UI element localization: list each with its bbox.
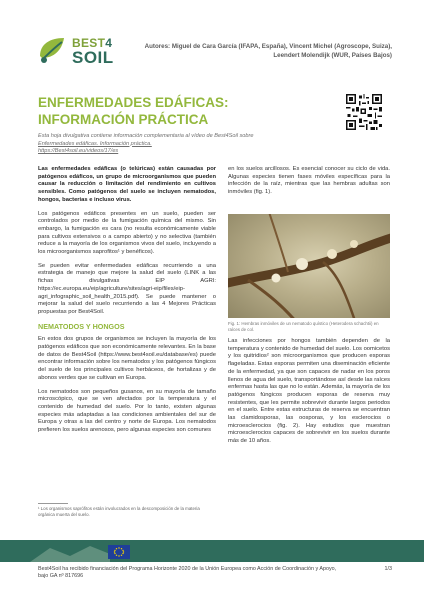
right-column-bottom: [228, 338, 390, 452]
footer-band: [0, 540, 424, 562]
intro-text: Esta hoja divulgativa contiene información complementaria al vídeo de Best4Soil sobre: [38, 133, 254, 139]
body-paragraph: Las infecciones por hongos también dependen de la temperatura y contenido de humedad del suelo. Los oomicetos y los quitridios² son microorganismos que producen esporas flageladas. Estas esporas permiten una diseminación eficiente de la enfermedad, ya que son capaces de nadar en los poros llenos de agua del suelo, transportándose así desde las raíces enfermas hasta las que no lo están. Además, la mayoría de los patógenos fúngicos producen esporas de reserva muy resistentes, que les permite sobrevivir durante largos periodos en el suelo. Entre estas estructuras de reserva se encuentran las clamidosporas, las oosporas, y los esclerocios o microesclerocios (fig. 2). Hay estudios que muestran microesclerocios capaces de sobrevivir en los suelos durante más de 10 años.: [228, 338, 390, 445]
authors-line: Autores: Miguel de Cara García (IFAPA, España), Vincent Michel (Agroscope, Suiza),: [144, 43, 392, 50]
title-line: INFORMACIÓN PRÁCTICA: [38, 112, 209, 127]
funding-statement: Best4Soil ha recibido financiación del Programa Horizonte 2020 de la Unión Europea como Acción de Coordinación y Apoyo, bajo GA nº 817696: [38, 566, 337, 580]
leaf-logo-icon: [36, 34, 68, 64]
footnote-rule: [38, 503, 68, 504]
qr-code-icon[interactable]: [346, 94, 382, 130]
page-title: [38, 94, 278, 128]
body-paragraph: En estos dos grupos de organismos se incluyen la mayoría de los patógenos edáficos que son económicamente relevantes. En la base de datos de Best4Soil (https://www.best4soil.eu/database/es) puede encontrar información sobre los nematodos y los patógenos fúngicos del suelo de los principales cultivos herbáceos, de hortalizas y de abonos verdes que se cultivan en Europa.: [38, 336, 216, 381]
left-column: [38, 166, 216, 441]
logo-wordmark-top: BEST4: [72, 36, 113, 50]
logo-wordmark-bottom: SOIL: [72, 48, 114, 67]
body-paragraph: en los suelos arcillosos. Es esencial conocer su ciclo de vida. Algunas especies tienen fases móviles específicas para la infección de la raíz, mientras que las hembras adultas son inmóviles (fig. 1).: [228, 166, 390, 196]
section-heading: NEMATODOS Y HONGOS: [38, 321, 125, 331]
video-link[interactable]: Enfermedades edáficas. Información práctica.: [38, 140, 152, 147]
authors-line: Leendert Molendijk (WUR, Países Bajos): [273, 52, 392, 59]
field-graphic-icon: [30, 540, 110, 562]
footnote-text: ¹ Los organismos saprófitos están involucrados en la descomposición de la materia orgánica muerta del suelo.: [38, 505, 200, 517]
body-paragraph: Los patógenos edáficos presentes en un suelo, pueden ser controlados por medio de la fumigación química del mismo. Sin embargo, la fumigación es cara (no resulta económicamente viable para cultivos extensivos o a campo abierto) y no selectiva (también reduce a la mayoría de los organismos vivos del suelo, incluyendo a los microorganismos saprofitos¹ y benéficos).: [38, 210, 216, 256]
intro-note: [38, 133, 288, 156]
eu-flag-icon: [108, 545, 130, 559]
nematode-photo: [228, 214, 390, 318]
figure-caption: Fig. 1: Hembras inmóviles de un nematodo quístico (Heterodera schachtii) en raíces de col.: [228, 321, 379, 332]
best4soil-logo: [36, 30, 146, 70]
lead-paragraph: Las enfermedades edáficas (o telúricas) están causadas por patógenos edáficos, un grupo de microorganismos que pueden causar la reducción o limitación del rendimiento en cultivos sensibles. Como patógenos del suelo se incluyen nematodos, hongos, bacterias e incluso virus.: [38, 166, 216, 203]
body-paragraph: Los nematodos son pequeños gusanos, en su mayoría de tamaño microscópico, que se ven afectados por la temperatura y el contenido de humedad del suelo. Por lo tanto, existen algunas especies más adaptadas a las condiciones ambientales del sur de Europa y otras a las del centro y norte de Europa. Los nematodos prefieren los suelos arenosos, pero algunas especies son comunes: [38, 388, 216, 434]
footnote: [38, 503, 216, 518]
body-paragraph: Se pueden evitar enfermedades edáficas recurriendo a una estrategia de manejo que mejore la salud del suelo (LINK a las fichas divulgativas EIP AGRI: https://ec.europa.eu/eip/agriculture/sites/agri-eip/files/eip-agri_infographic_soil_health_2015.pdf). Se puede mantener o mejorar la salud del suelo recurriendo a las 4 Mejores Prácticas propuestas por Best4Soil.: [38, 262, 216, 315]
page-number: 1/3: [384, 566, 392, 572]
title-line: ENFERMEDADES EDÁFICAS:: [38, 95, 229, 110]
root-image-icon: [228, 214, 390, 318]
right-column-top: [228, 166, 390, 203]
authors: [142, 42, 392, 60]
video-url-link[interactable]: https://Best4soil.eu/videos/17/es: [38, 148, 119, 155]
